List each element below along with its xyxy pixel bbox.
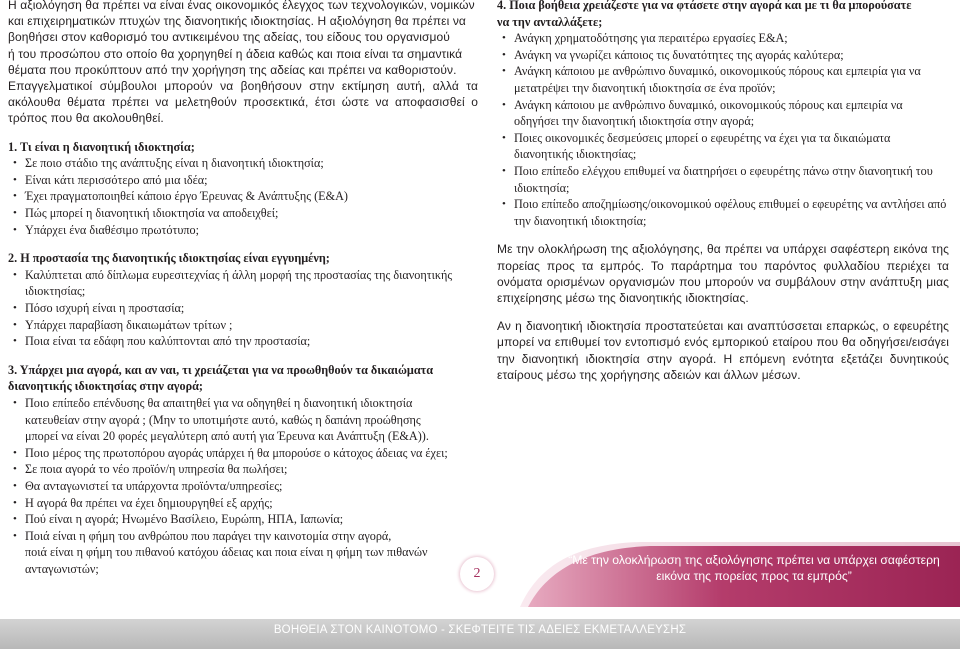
- list-item: • Καλύπτεται από δίπλωμα ευρεσιτεχνίας ή άλλη μορφή της προστασίας της διανοητικής ιδιοκτησίας;: [8, 267, 478, 300]
- intro-paragraph-2: Επαγγελματικοί σύμβουλοι μπορούν να βοηθήσουν στην εκτίμηση αυτή, αλλά τα ακόλουθα θέματα πρέπει να μελετηθούν προσεκτικά, έτσι ώστε να αποφασισθεί ο τρόπος που θα ακολουθηθεί.: [8, 79, 478, 126]
- intro-line: ή του προσώπου στο οποίο θα χορηγηθεί η άδεια καθώς και ποια είναι τα σημαντικά: [8, 46, 463, 61]
- list-item: • Υπάρχει ένα διαθέσιμο πρωτότυπο;: [8, 222, 478, 239]
- page-number: 2: [460, 557, 494, 591]
- footer-band: [0, 619, 960, 649]
- list-item: • Ποιο επίπεδο αποζημίωσης/οικονομικού οφέλους επιθυμεί ο εφευρέτης να αντλήσει από την διανοητική ιδιοκτησία;: [497, 196, 949, 229]
- list-item: • Πώς μπορεί η διανοητική ιδιοκτησία να αποδειχθεί;: [8, 205, 478, 222]
- intro-line: βοηθήσει στον καθορισμό του αντικειμένου της αδείας, του είδους του οργανισμού: [8, 30, 450, 45]
- list-item: • Υπάρχει παραβίαση δικαιωμάτων τρίτων ;: [8, 317, 478, 334]
- left-column: [8, 0, 478, 577]
- intro-paragraph: [8, 0, 478, 78]
- list-item-line: Ποιο επίπεδο επένδυσης θα απαιτηθεί για να οδηγηθεί η διανοητική ιδιοκτησία: [25, 395, 413, 410]
- pull-quote-text: “Με την ολοκλήρωση της αξιολόγησης πρέπει να υπάρχει σαφέστερη εικόνα της πορείας προς τα εμπρός”: [568, 553, 940, 584]
- section-3-heading-cont: διανοητικής ιδιοκτησίας στην αγορά;: [8, 379, 203, 394]
- section-3-heading: 3. Υπάρχει μια αγορά, και αν ναι, τι χρειάζεται για να προωθηθούν τα δικαιώματα: [8, 362, 434, 377]
- section-4-heading: 4. Ποια βοήθεια χρειάζεστε για να φτάσετε στην αγορά και με τι θα μπορούσατε: [497, 0, 912, 12]
- list-item: • Η αγορά θα πρέπει να έχει δημιουργηθεί εξ αρχής;: [8, 495, 478, 512]
- list-item: • Σε ποιο στάδιο της ανάπτυξης είναι η διανοητική ιδιοκτησία;: [8, 155, 478, 172]
- list-item-line: ανταγωνιστών;: [25, 561, 99, 576]
- section-2-list: [8, 267, 478, 350]
- list-item: • Έχει πραγματοποιηθεί κάποιο έργο Έρευνας & Ανάπτυξης (Ε&Α): [8, 188, 478, 205]
- list-item: [8, 528, 478, 578]
- intro-line: θέματα που προκύπτουν από την χορήγηση της αδείας και πρέπει να καθοριστούν.: [8, 62, 457, 77]
- list-item-line: Ποιά είναι η φήμη του ανθρώπου που παράγει την καινοτομία στην αγορά,: [25, 528, 392, 543]
- list-item-line: κατευθείαν στην αγορά ; (Μην το υποτιμήστε αυτό, καθώς η δαπάνη προώθησης: [25, 412, 421, 427]
- list-item: • Ανάγκη κάποιου με ανθρώπινο δυναμικό, οικονομικούς πόρους και εμπειρία να οδηγήσει την διανοητική ιδιοκτησία στην αγορά;: [497, 97, 949, 130]
- list-item: • Ανάγκη κάποιου με ανθρώπινο δυναμικό, οικονομικούς πόρους και εμπειρία για να μετατρέψει την διανοητική ιδιοκτησία σε ένα προϊόν;: [497, 63, 949, 96]
- intro-line: Η αξιολόγηση θα πρέπει να είναι ένας οικονομικός έλεγχος των τεχνολογικών, νομικών: [8, 0, 475, 12]
- footer-title: ΒΟΗΘΕΙΑ ΣΤΟΝ ΚΑΙΝΟΤΟΜΟ - ΣΚΕΦΤΕΙΤΕ ΤΙΣ ΑΔΕΙΕΣ ΕΚΜΕΤΑΛΛΕΥΣΗΣ: [273, 624, 687, 636]
- intro-line: και επιχειρηματικών πτυχών της διανοητικής ιδιοκτησίας. Η αξιολόγηση θα πρέπει να: [8, 14, 466, 29]
- section-1-heading: 1. Τι είναι η διανοητική ιδιοκτησία;: [8, 139, 195, 154]
- conclusion-paragraph: Με την ολοκλήρωση της αξιολόγησης, θα πρέπει να υπάρχει σαφέστερη εικόνα της πορείας προς τα εμπρός. Το παράρτημα του παρόντος φυλλαδίου περιέχει τα ονόματα ορισμένων οργανισμών που μπορούν να συμβάλουν στην ανάπτυξη μιας επιχείρησης μέσω της διανοητικής ιδιοκτησίας.: [497, 242, 949, 305]
- list-item: • Ποιες οικονομικές δεσμεύσεις μπορεί ο εφευρέτης να έχει για τα δικαιώματα διανοητικής ιδιοκτησίας;: [497, 130, 949, 163]
- list-item: [8, 395, 478, 445]
- section-1-list: [8, 155, 478, 238]
- list-item: • Θα ανταγωνιστεί τα υπάρχοντα προϊόντα/υπηρεσίες;: [8, 478, 478, 495]
- list-item: • Είναι κάτι περισσότερο από μια ιδέα;: [8, 172, 478, 189]
- list-item: • Ποιο μέρος της πρωτοπόρου αγοράς υπάρχει ή θα μπορούσε ο κάτοχος άδειας να έχει;: [8, 445, 478, 462]
- section-3-list: [8, 395, 478, 578]
- list-item: • Ποια είναι τα εδάφη που καλύπτονται από την προστασία;: [8, 333, 478, 350]
- section-2-heading: 2. Η προστασία της διανοητικής ιδιοκτησίας είναι εγγυημένη;: [8, 251, 330, 266]
- list-item-line: μπορεί να είναι 20 φορές μεγαλύτερη από αυτή για Έρευνα και Ανάπτυξη (Ε&Α)).: [25, 429, 429, 444]
- pull-quote: [520, 542, 960, 607]
- list-item: • Πόσο ισχυρή είναι η προστασία;: [8, 300, 478, 317]
- partner-paragraph: Αν η διανοητική ιδιοκτησία προστατεύεται και αναπτύσσεται επαρκώς, ο εφευρέτης μπορεί να επιθυμεί τον εντοπισμό ενός εμπορικού εταίρου που θα οδηγήσει/εισάγει την διανοητική ιδιοκτησία στην αγορά. Η επόμενη ενότητα εξετάζει δυνητικούς εταίρους μέσω της χορήγησης αδειών και άλλων μέσων.: [497, 319, 949, 382]
- list-item: • Σε ποια αγορά το νέο προϊόν/η υπηρεσία θα πωλήσει;: [8, 461, 478, 478]
- list-item: • Ανάγκη να γνωρίζει κάποιος τις δυνατότητες της αγοράς καλύτερα;: [497, 47, 949, 64]
- right-column: [497, 0, 949, 383]
- list-item: • Ανάγκη χρηματοδότησης για περαιτέρω εργασίες Ε&Α;: [497, 30, 949, 47]
- list-item: • Πού είναι η αγορά; Ηνωμένο Βασίλειο, Ευρώπη, ΗΠΑ, Ιαπωνία;: [8, 511, 478, 528]
- section-4-list: [497, 30, 949, 229]
- list-item-line: ποιά είναι η φήμη του πιθανού κατόχου άδειας και ποια είναι η φήμη των πιθανών: [25, 545, 428, 560]
- list-item: • Ποιο επίπεδο ελέγχου επιθυμεί να διατηρήσει ο εφευρέτης πάνω στην διανοητική του ιδιοκτησία;: [497, 163, 949, 196]
- section-4-heading-cont: να την ανταλλάξετε;: [497, 14, 603, 29]
